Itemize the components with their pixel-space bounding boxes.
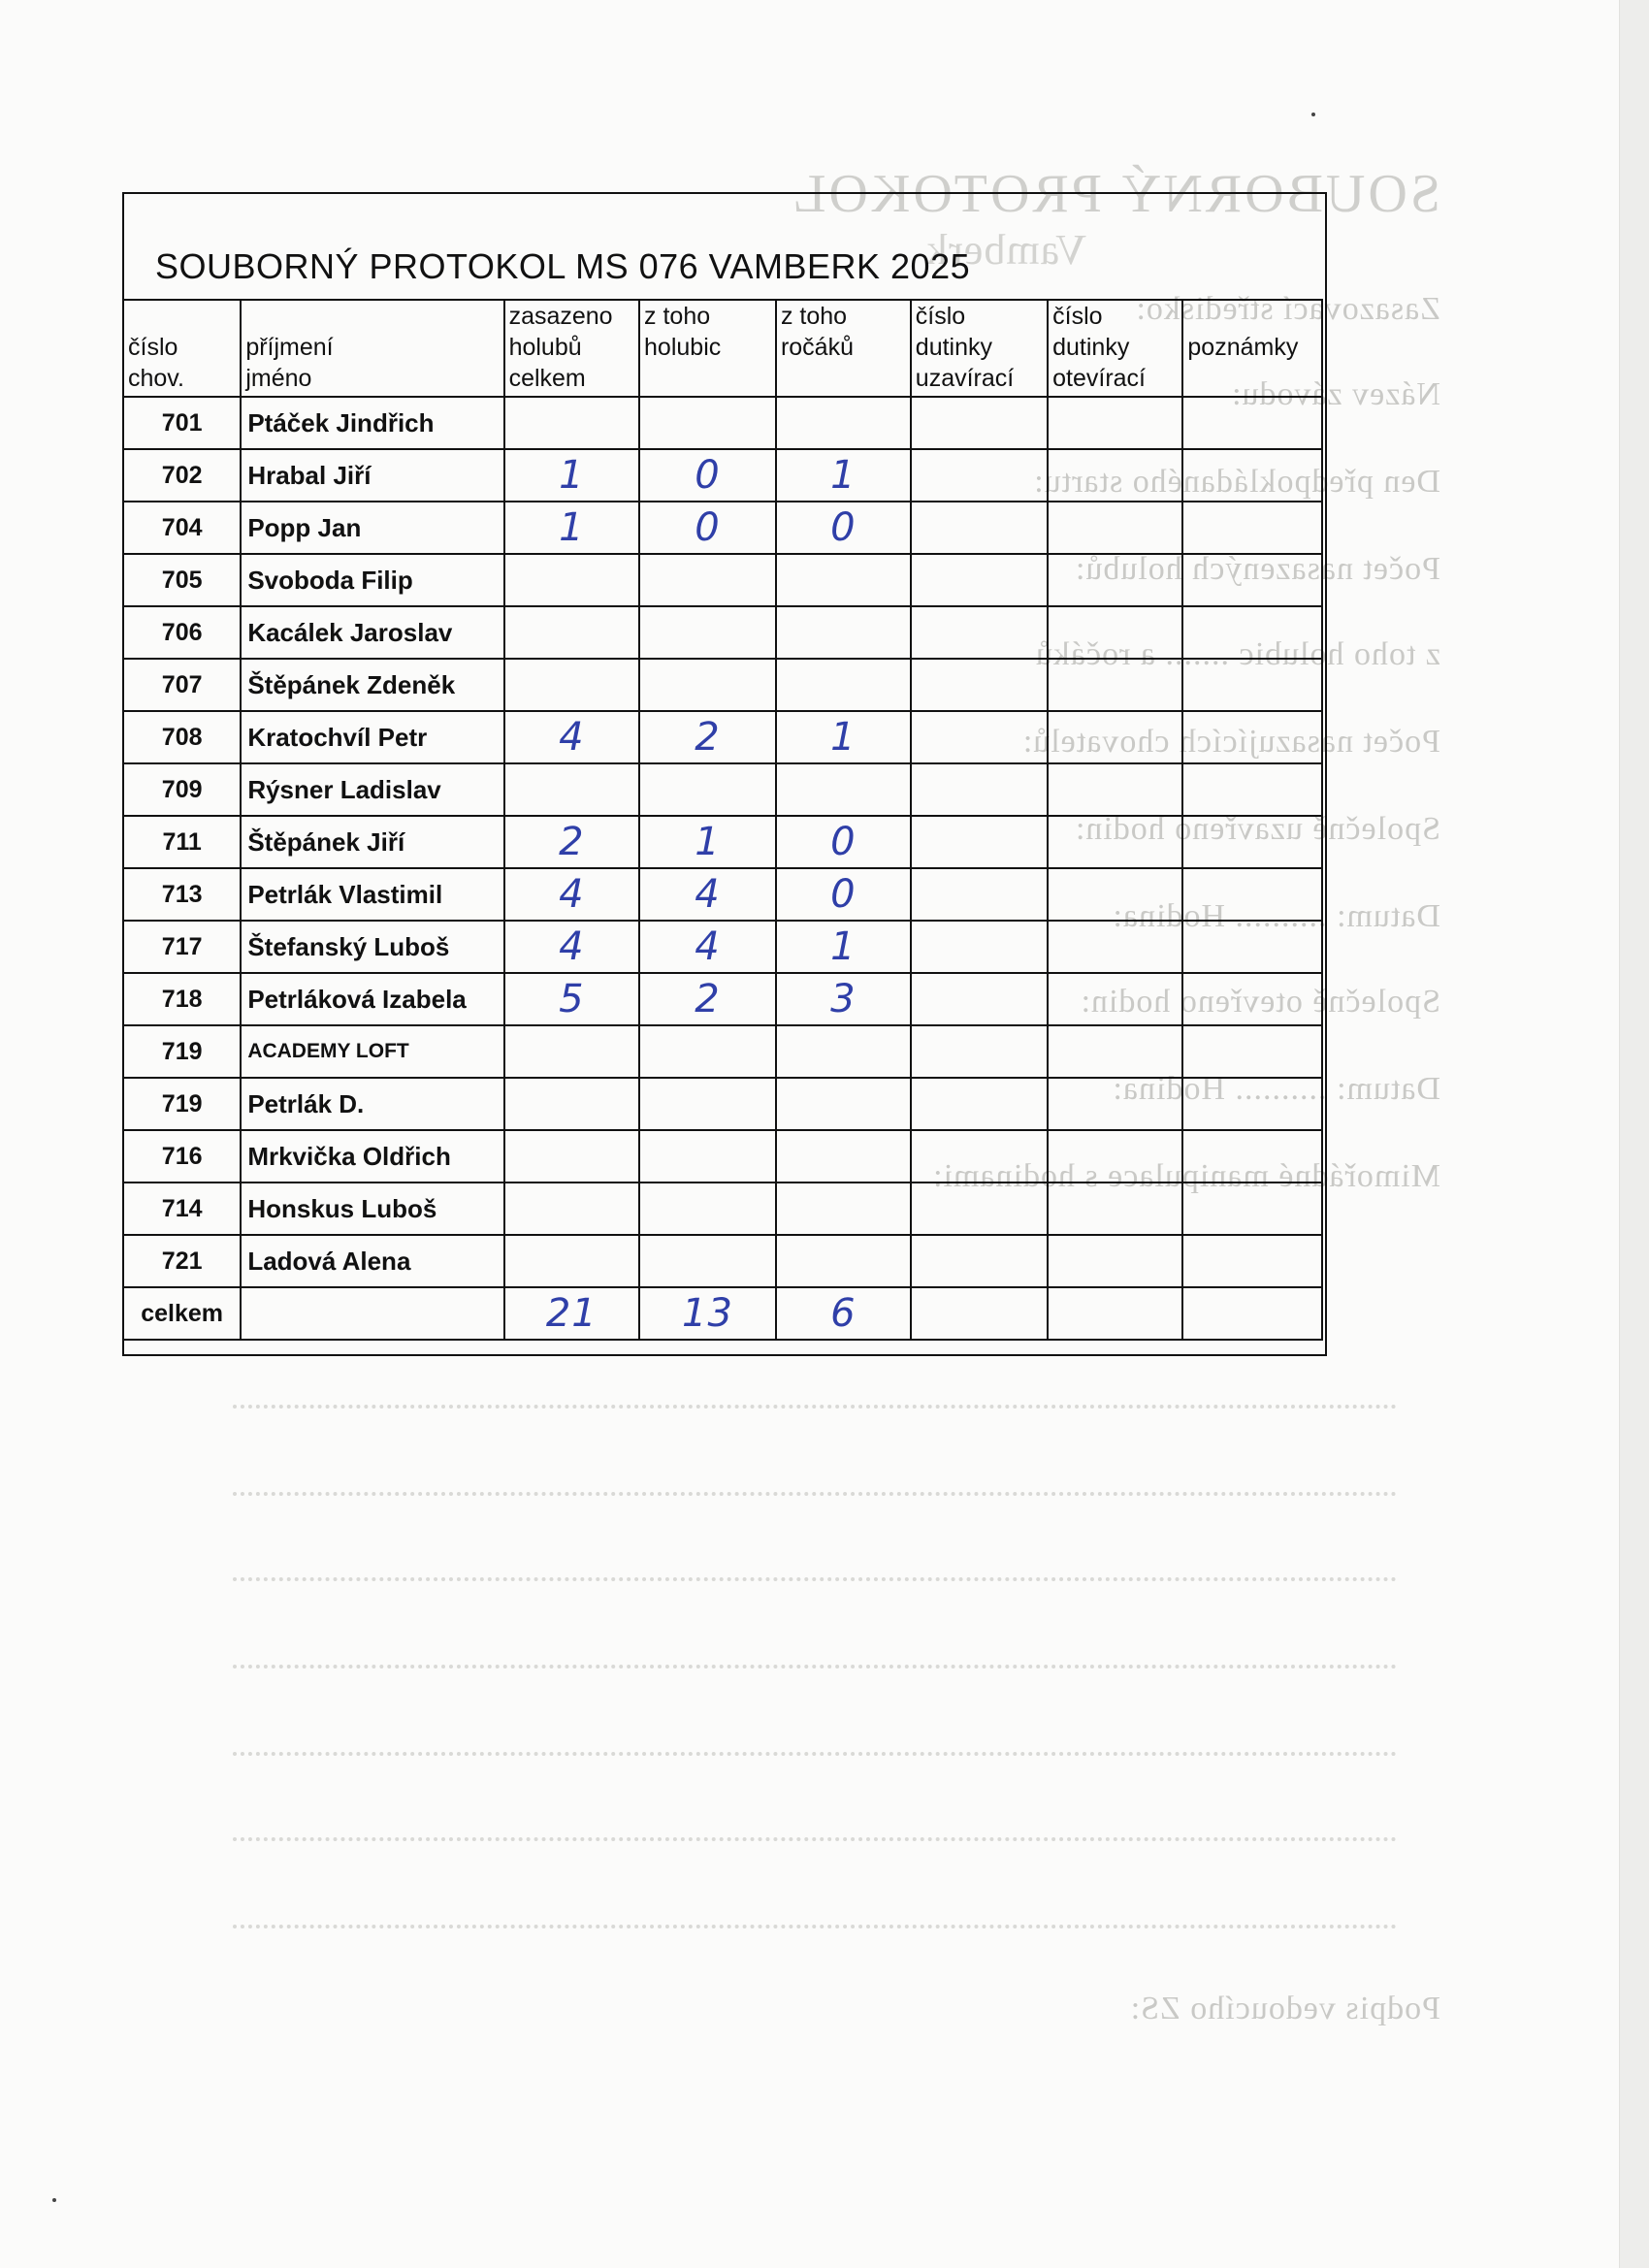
- yearlings-count: [776, 1130, 911, 1183]
- pigeons-total: [504, 606, 639, 659]
- females-count: 0: [639, 449, 776, 502]
- totals-opening-ring: [1048, 1287, 1182, 1340]
- table-row: [123, 763, 1322, 816]
- dotted-line: [233, 1665, 1397, 1669]
- breeder-number: 709: [123, 763, 241, 816]
- notes-cell: [1182, 1025, 1322, 1078]
- yearlings-count: [776, 1183, 911, 1235]
- females-count: 2: [639, 973, 776, 1025]
- breeder-name: Ptáček Jindřich: [241, 397, 503, 449]
- notes-cell: [1182, 659, 1322, 711]
- notes-cell: [1182, 1235, 1322, 1287]
- notes-cell: [1182, 554, 1322, 606]
- reverse-line: z toho holubic ....... a ročáků: [1034, 636, 1440, 672]
- pigeons-total: [504, 554, 639, 606]
- breeder-number: 708: [123, 711, 241, 763]
- pigeons-total: [504, 1025, 639, 1078]
- breeder-number: 713: [123, 868, 241, 921]
- table-row: [123, 502, 1322, 554]
- dotted-line: [233, 1405, 1397, 1409]
- reverse-subtitle: Vamberk: [925, 226, 1086, 274]
- breeder-number: 718: [123, 973, 241, 1025]
- yearlings-count: 0: [776, 868, 911, 921]
- females-count: [639, 763, 776, 816]
- header-row: [123, 300, 1322, 397]
- totals-row: [123, 1287, 1322, 1340]
- females-count: [639, 554, 776, 606]
- pigeons-total: 4: [504, 921, 639, 973]
- table-row: [123, 868, 1322, 921]
- dotted-line: [233, 1577, 1397, 1581]
- closing-ring-cell: [911, 1235, 1048, 1287]
- notes-cell: [1182, 763, 1322, 816]
- reverse-line: Název závodu:: [1231, 376, 1440, 412]
- breeder-number: 717: [123, 921, 241, 973]
- totals-females: 13: [639, 1287, 776, 1340]
- totals-name-cell: [241, 1287, 503, 1340]
- closing-ring-cell: [911, 502, 1048, 554]
- breeder-number: 721: [123, 1235, 241, 1287]
- reverse-line: Podpis vedoucího ZS:: [1129, 1991, 1440, 2026]
- closing-ring-cell: [911, 816, 1048, 868]
- females-count: 1: [639, 816, 776, 868]
- breeder-number: 716: [123, 1130, 241, 1183]
- table-row: [123, 554, 1322, 606]
- breeder-number: 704: [123, 502, 241, 554]
- scan-speck: [1311, 113, 1315, 116]
- breeder-number: 707: [123, 659, 241, 711]
- scanner-edge: [1619, 0, 1649, 2268]
- opening-ring-cell: [1048, 763, 1182, 816]
- dotted-line: [233, 1492, 1397, 1496]
- table-row: [123, 921, 1322, 973]
- pigeons-total: 1: [504, 449, 639, 502]
- pigeons-total: [504, 397, 639, 449]
- yearlings-count: [776, 554, 911, 606]
- breeder-number: 714: [123, 1183, 241, 1235]
- notes-cell: [1182, 921, 1322, 973]
- totals-label: celkem: [123, 1287, 241, 1340]
- breeder-name: Petrlák D.: [241, 1078, 503, 1130]
- col-header-total: zasazeno holubů celkem: [504, 300, 639, 397]
- table-row: [123, 606, 1322, 659]
- pigeons-total: [504, 1235, 639, 1287]
- opening-ring-cell: [1048, 397, 1182, 449]
- pigeons-total: 4: [504, 868, 639, 921]
- yearlings-count: 0: [776, 816, 911, 868]
- reverse-line: Společně otevřeno hodin:: [1080, 984, 1440, 1020]
- closing-ring-cell: [911, 921, 1048, 973]
- breeder-name: Štěpánek Jiří: [241, 816, 503, 868]
- table-row: [123, 1025, 1322, 1078]
- breeder-name: Štefanský Luboš: [241, 921, 503, 973]
- col-header-yearlings: z toho ročáků: [776, 300, 911, 397]
- breeder-name: Petrláková Izabela: [241, 973, 503, 1025]
- dotted-line: [233, 1837, 1397, 1841]
- table-row: [123, 816, 1322, 868]
- breeder-name: Honskus Luboš: [241, 1183, 503, 1235]
- closing-ring-cell: [911, 1078, 1048, 1130]
- col-header-name: příjmení jméno: [241, 300, 503, 397]
- reverse-title: SOUBORNÝ PROTOKOL: [790, 164, 1440, 224]
- females-count: [639, 659, 776, 711]
- yearlings-count: [776, 397, 911, 449]
- breeder-number: 719: [123, 1025, 241, 1078]
- col-header-notes: poznámky: [1182, 300, 1322, 397]
- notes-cell: [1182, 606, 1322, 659]
- table-row: [123, 659, 1322, 711]
- yearlings-count: 1: [776, 449, 911, 502]
- opening-ring-cell: [1048, 606, 1182, 659]
- protocol-table: [122, 299, 1323, 1341]
- yearlings-count: [776, 763, 911, 816]
- table-row: [123, 1183, 1322, 1235]
- pigeons-total: [504, 1130, 639, 1183]
- opening-ring-cell: [1048, 502, 1182, 554]
- closing-ring-cell: [911, 1183, 1048, 1235]
- yearlings-count: 0: [776, 502, 911, 554]
- breeder-name: Ladová Alena: [241, 1235, 503, 1287]
- closing-ring-cell: [911, 554, 1048, 606]
- dotted-line: [233, 1752, 1397, 1756]
- pigeons-total: [504, 1183, 639, 1235]
- closing-ring-cell: [911, 973, 1048, 1025]
- pigeons-total: 2: [504, 816, 639, 868]
- table-row: [123, 397, 1322, 449]
- totals-closing-ring: [911, 1287, 1048, 1340]
- opening-ring-cell: [1048, 1130, 1182, 1183]
- breeder-number: 701: [123, 397, 241, 449]
- females-count: [639, 1025, 776, 1078]
- closing-ring-cell: [911, 868, 1048, 921]
- opening-ring-cell: [1048, 1183, 1182, 1235]
- pigeons-total: [504, 659, 639, 711]
- opening-ring-cell: [1048, 921, 1182, 973]
- opening-ring-cell: [1048, 1235, 1182, 1287]
- breeder-number: 706: [123, 606, 241, 659]
- yearlings-count: 1: [776, 711, 911, 763]
- yearlings-count: 1: [776, 921, 911, 973]
- reverse-line: Společně uzavřeno hodin:: [1074, 811, 1440, 847]
- breeder-name: Štěpánek Zdeněk: [241, 659, 503, 711]
- breeder-name: Rýsner Ladislav: [241, 763, 503, 816]
- females-count: 2: [639, 711, 776, 763]
- females-count: [639, 1078, 776, 1130]
- breeder-name: Popp Jan: [241, 502, 503, 554]
- breeder-number: 711: [123, 816, 241, 868]
- females-count: 4: [639, 921, 776, 973]
- breeder-number: 705: [123, 554, 241, 606]
- opening-ring-cell: [1048, 1025, 1182, 1078]
- reverse-line: Počet nasazených holubů:: [1074, 551, 1440, 587]
- reverse-line: Mimořádné manipulace s hodinami:: [932, 1158, 1440, 1194]
- notes-cell: [1182, 816, 1322, 868]
- opening-ring-cell: [1048, 973, 1182, 1025]
- closing-ring-cell: [911, 711, 1048, 763]
- females-count: [639, 606, 776, 659]
- col-header-closing-ring: číslo dutinky uzavírací: [911, 300, 1048, 397]
- table-row: [123, 449, 1322, 502]
- yearlings-count: [776, 659, 911, 711]
- totals-notes: [1182, 1287, 1322, 1340]
- notes-cell: [1182, 397, 1322, 449]
- females-count: 0: [639, 502, 776, 554]
- yearlings-count: [776, 1078, 911, 1130]
- opening-ring-cell: [1048, 816, 1182, 868]
- yearlings-count: [776, 1235, 911, 1287]
- notes-cell: [1182, 711, 1322, 763]
- table-row: [123, 711, 1322, 763]
- notes-cell: [1182, 449, 1322, 502]
- notes-cell: [1182, 868, 1322, 921]
- reverse-line: Datum: .......... Hodina:: [1112, 1071, 1440, 1107]
- females-count: [639, 1183, 776, 1235]
- closing-ring-cell: [911, 1025, 1048, 1078]
- breeder-name: ACADEMY LOFT: [241, 1025, 503, 1078]
- opening-ring-cell: [1048, 554, 1182, 606]
- breeder-name: Kratochvíl Petr: [241, 711, 503, 763]
- breeder-name: Hrabal Jiří: [241, 449, 503, 502]
- col-header-number: číslo chov.: [123, 300, 241, 397]
- table-row: [123, 1078, 1322, 1130]
- reverse-line: Datum: .......... Hodina:: [1112, 898, 1440, 934]
- totals-pigeons: 21: [504, 1287, 639, 1340]
- breeder-name: Svoboda Filip: [241, 554, 503, 606]
- yearlings-count: 3: [776, 973, 911, 1025]
- breeder-name: Kacálek Jaroslav: [241, 606, 503, 659]
- notes-cell: [1182, 1183, 1322, 1235]
- reverse-line: Zasazovací středisko:: [1135, 291, 1440, 327]
- pigeons-total: 1: [504, 502, 639, 554]
- closing-ring-cell: [911, 659, 1048, 711]
- females-count: [639, 1130, 776, 1183]
- table-row: [123, 1235, 1322, 1287]
- yearlings-count: [776, 606, 911, 659]
- breeder-number: 719: [123, 1078, 241, 1130]
- notes-cell: [1182, 1078, 1322, 1130]
- opening-ring-cell: [1048, 449, 1182, 502]
- breeder-name: Petrlák Vlastimil: [241, 868, 503, 921]
- notes-cell: [1182, 1130, 1322, 1183]
- breeder-number: 702: [123, 449, 241, 502]
- closing-ring-cell: [911, 606, 1048, 659]
- protocol-form: [122, 192, 1327, 1356]
- col-header-opening-ring: číslo dutinky otevírací: [1048, 300, 1182, 397]
- pigeons-total: [504, 763, 639, 816]
- notes-cell: [1182, 502, 1322, 554]
- document-title: SOUBORNÝ PROTOKOL MS 076 VAMBERK 2025: [155, 246, 971, 286]
- closing-ring-cell: [911, 397, 1048, 449]
- closing-ring-cell: [911, 1130, 1048, 1183]
- dotted-line: [233, 1925, 1397, 1928]
- opening-ring-cell: [1048, 711, 1182, 763]
- closing-ring-cell: [911, 449, 1048, 502]
- table-row: [123, 1130, 1322, 1183]
- reverse-line: Den předpokládaného startu:: [1033, 464, 1440, 500]
- pigeons-total: 4: [504, 711, 639, 763]
- opening-ring-cell: [1048, 1078, 1182, 1130]
- opening-ring-cell: [1048, 659, 1182, 711]
- females-count: [639, 397, 776, 449]
- females-count: 4: [639, 868, 776, 921]
- totals-yearlings: 6: [776, 1287, 911, 1340]
- table-row: [123, 973, 1322, 1025]
- pigeons-total: [504, 1078, 639, 1130]
- yearlings-count: [776, 1025, 911, 1078]
- opening-ring-cell: [1048, 868, 1182, 921]
- notes-cell: [1182, 973, 1322, 1025]
- col-header-females: z toho holubic: [639, 300, 776, 397]
- closing-ring-cell: [911, 763, 1048, 816]
- breeder-name: Mrkvička Oldřich: [241, 1130, 503, 1183]
- scan-speck: [52, 2198, 56, 2202]
- reverse-line: Počet nasazujících chovatelů:: [1021, 724, 1440, 760]
- females-count: [639, 1235, 776, 1287]
- pigeons-total: 5: [504, 973, 639, 1025]
